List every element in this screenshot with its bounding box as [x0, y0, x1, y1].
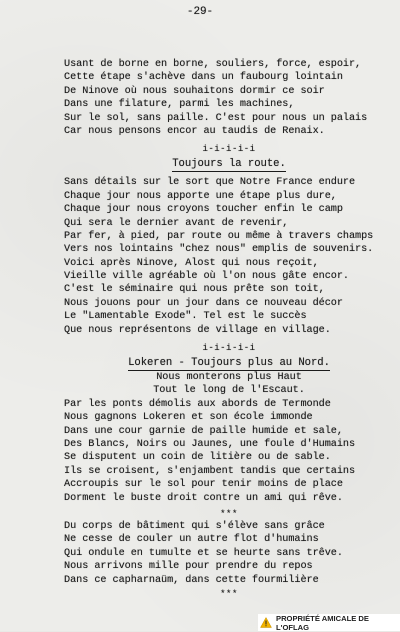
text-line: Dans une filature, parmi les machines,	[64, 99, 295, 111]
text-line: Des Blancs, Noirs ou Jaunes, une foule d'Humains	[64, 438, 356, 450]
text-line: Vers nos lointains "chez nous" emplis de souvenirs.	[64, 244, 374, 256]
text-line: Nous arrivons mille pour prendre du repos	[64, 561, 313, 573]
text-line: Du corps de bâtiment qui s'élève sans grâce	[64, 520, 325, 532]
section-heading	[64, 355, 394, 371]
ownership-stamp	[258, 614, 400, 631]
text-line: Que nous représentons de village en village.	[64, 324, 331, 336]
text-line: Par fer, à pied, par route ou même à travers champs	[64, 230, 374, 242]
typed-text-block	[64, 58, 394, 600]
text-line: Dans une cour garnie de paille humide et sale,	[64, 425, 343, 437]
page-number: -29-	[186, 6, 214, 18]
text-line: Chaque jour nous croyons toucher enfin le camp	[64, 204, 343, 216]
centered-line: Tout le long de l'Escaut.	[153, 385, 305, 397]
text-line: Qui sera le dernier avant de revenir,	[64, 217, 289, 229]
separator: ***	[220, 508, 238, 519]
text-line: Accroupis sur le sol pour tenir moins de place	[64, 479, 343, 491]
section-heading	[64, 156, 394, 172]
text-line: Ils se croisent, s'enjambent tandis que certains	[64, 465, 356, 477]
text-line: Vieille ville agréable où l'on nous gâte encor.	[64, 271, 349, 283]
text-line: Cette étape s'achève dans un faubourg lointain	[64, 72, 343, 84]
text-line: Car nous pensons encor au taudis de Renaix.	[64, 125, 325, 137]
separator: i-i-i-i-i	[202, 144, 256, 155]
centered-line: Nous monterons plus Haut	[156, 372, 302, 384]
text-line: Qui ondule en tumulte et se heurte sans trêve.	[64, 547, 343, 559]
text-line: Par les ponts démolis aux abords de Termonde	[64, 398, 331, 410]
separator: i-i-i-i-i	[202, 343, 256, 354]
section-heading-text: Lokeren - Toujours plus au Nord.	[128, 357, 330, 370]
text-line: Nous jouons pour un jour dans ce nouveau décor	[64, 297, 343, 309]
text-line: Nous gagnons Lokeren et son école immonde	[64, 412, 313, 424]
warning-icon	[260, 617, 272, 628]
text-line: Se disputent un coin de litière ou de sable.	[64, 452, 331, 464]
separator: ***	[220, 588, 238, 599]
text-line: De Ninove où nous souhaitons dormir ce soir	[64, 85, 325, 97]
text-line: C'est le séminaire qui nous prête son toit,	[64, 284, 325, 296]
text-line: Ne cesse de couler un autre flot d'humains	[64, 534, 319, 546]
text-line: Dorment le buste droit contre un ami qui rêve.	[64, 492, 343, 504]
text-line: Dans ce capharnaüm, dans cette fourmilière	[64, 574, 319, 586]
ownership-text: PROPRIÉTÉ AMICALE DE L'OFLAG	[276, 613, 369, 632]
text-line: Sans détails sur le sort que Notre France endure	[64, 177, 356, 189]
text-line: Voici après Ninove, Alost qui nous reçoit,	[64, 257, 319, 269]
text-line: Sur le sol, sans paille. C'est pour nous un palais	[64, 112, 368, 124]
section-heading-text: Toujours la route.	[172, 158, 286, 171]
text-line: Usant de borne en borne, souliers, force, espoir,	[64, 59, 362, 70]
text-line: Le "Lamentable Exode". Tel est le succès	[64, 311, 307, 323]
text-line: Chaque jour nous apporte une étape plus dure,	[64, 190, 337, 202]
